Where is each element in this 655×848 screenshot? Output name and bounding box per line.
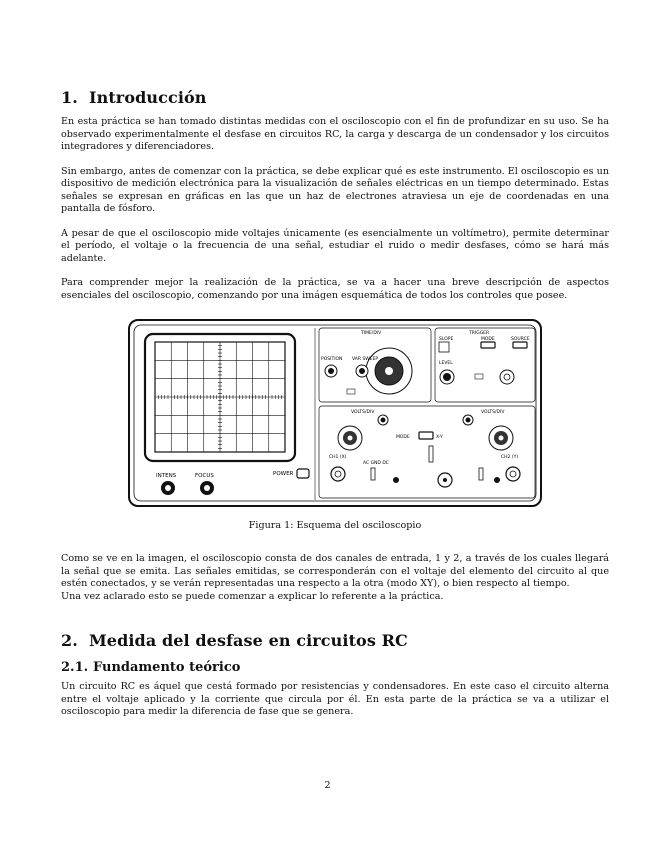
ch1-coupling-switch[interactable]	[371, 468, 375, 480]
intens-label: INTENS	[156, 473, 177, 479]
volts-div-2-label: VOLTS/DIV	[481, 410, 505, 415]
trigger-label: TRIGGER	[469, 331, 490, 336]
section-title: Introducción	[89, 88, 207, 107]
oscilloscope-diagram	[61, 314, 609, 514]
focus-label: FOCUS	[195, 473, 214, 479]
section-1-heading	[61, 88, 609, 107]
paragraph-intro-3: A pesar de que el osciloscopio mide voltajes únicamente (es esencialmente un voltímetro), permite determinar el período, el voltaje o la frecuencia de una señal, estudiar el ruido o medir desfases, cómo se hará más adelante.	[61, 227, 609, 264]
page-content	[61, 88, 609, 731]
source-label: SOURCE	[511, 337, 530, 342]
trig-source-switch[interactable]	[513, 342, 527, 348]
vert-mode-label: MODE	[396, 435, 410, 440]
paragraph-intro-4: Para comprender mejor la realización de la práctica, se va a hacer una breve descripción de aspectos esenciales del osciloscopio, comenzando por una imágen esquemática de todos los controles que posee.	[61, 277, 609, 301]
section-2-heading	[61, 631, 609, 650]
ch2-coupling-switch[interactable]	[479, 468, 483, 480]
oscilloscope-figure	[61, 314, 609, 514]
section-number: 2.	[61, 631, 78, 650]
x-y-label: X-Y	[436, 435, 443, 440]
power-label: POWER	[273, 471, 294, 477]
paragraph-after-figure-1: Como se ve en la imagen, el osciloscopio consta de dos canales de entrada, 1 y 2, a través de los cuales llegará la señal que se emita. Las señales emitidas, se corresponderán con el voltaje del elemento del circuito al que estén conectados, y se verán representadas una respecto a la otra (modo XY), o bien respecto al tiempo.	[61, 553, 609, 589]
timebase-label: TIME/DIV	[361, 331, 382, 336]
subsection-2-1-heading	[61, 660, 609, 675]
section-title: Medida del desfase en circuitos RC	[89, 631, 408, 650]
page-number: 2	[324, 780, 331, 791]
h-position-label: POSITION	[321, 357, 343, 362]
ac-gnd-dc-label: AC GND DC	[363, 461, 389, 466]
volts-div-1-label: VOLTS/DIV	[351, 410, 375, 415]
subsection-title: Fundamento teórico	[93, 660, 241, 675]
vert-mode-switch[interactable]	[419, 432, 433, 439]
paragraph-after-figure-2: Una vez aclarado esto se puede comenzar a explicar lo referente a la práctica.	[61, 590, 444, 602]
level-label: LEVEL	[439, 361, 453, 366]
var-sweep-label: VAR SWEEP	[352, 357, 379, 362]
trig-mode-switch[interactable]	[481, 342, 495, 348]
section-number: 1.	[61, 88, 78, 107]
figure-caption: Figura 1: Esquema del osciloscopio	[248, 520, 422, 531]
ch1-label: CH1 (X)	[329, 455, 347, 460]
trig-slope-label: SLOPE	[439, 337, 454, 342]
paragraph-intro-1: En esta práctica se han tomado distintas medidas con el osciloscopio con el fin de profundizar en su uso. Se ha observado experimentalmente el desfase en circuitos RC, la carga y descarga de un condensador y los circuitos integradores y diferenciadores.	[61, 116, 609, 152]
power-button[interactable]	[297, 469, 309, 478]
subsection-number: 2.1.	[61, 660, 89, 675]
ch2-label: CH2 (Y)	[501, 455, 519, 460]
paragraph-intro-2: Sin embargo, antes de comenzar con la práctica, se debe explicar qué es este instrumento. El osciloscopio es un dispositivo de medición electrónica para la visualización de señales eléctricas en un tiempo determinado. Estas señales se expresan en gráficas en las que un haz de electrones atraviesa un eje de coordenadas en una pantalla de fósforo.	[61, 165, 609, 214]
mode-label: MODE	[481, 337, 495, 342]
paragraph-section-2: Un circuito RC es áquel que cestá formado por resistencias y condensadores. En este caso el circuito alterna entre el voltaje aplicado y la corriente que circula por él. En esta parte de la práctica se va a utilizar el osciloscopio para medir la diferencia de fase que se genera.	[61, 681, 609, 717]
